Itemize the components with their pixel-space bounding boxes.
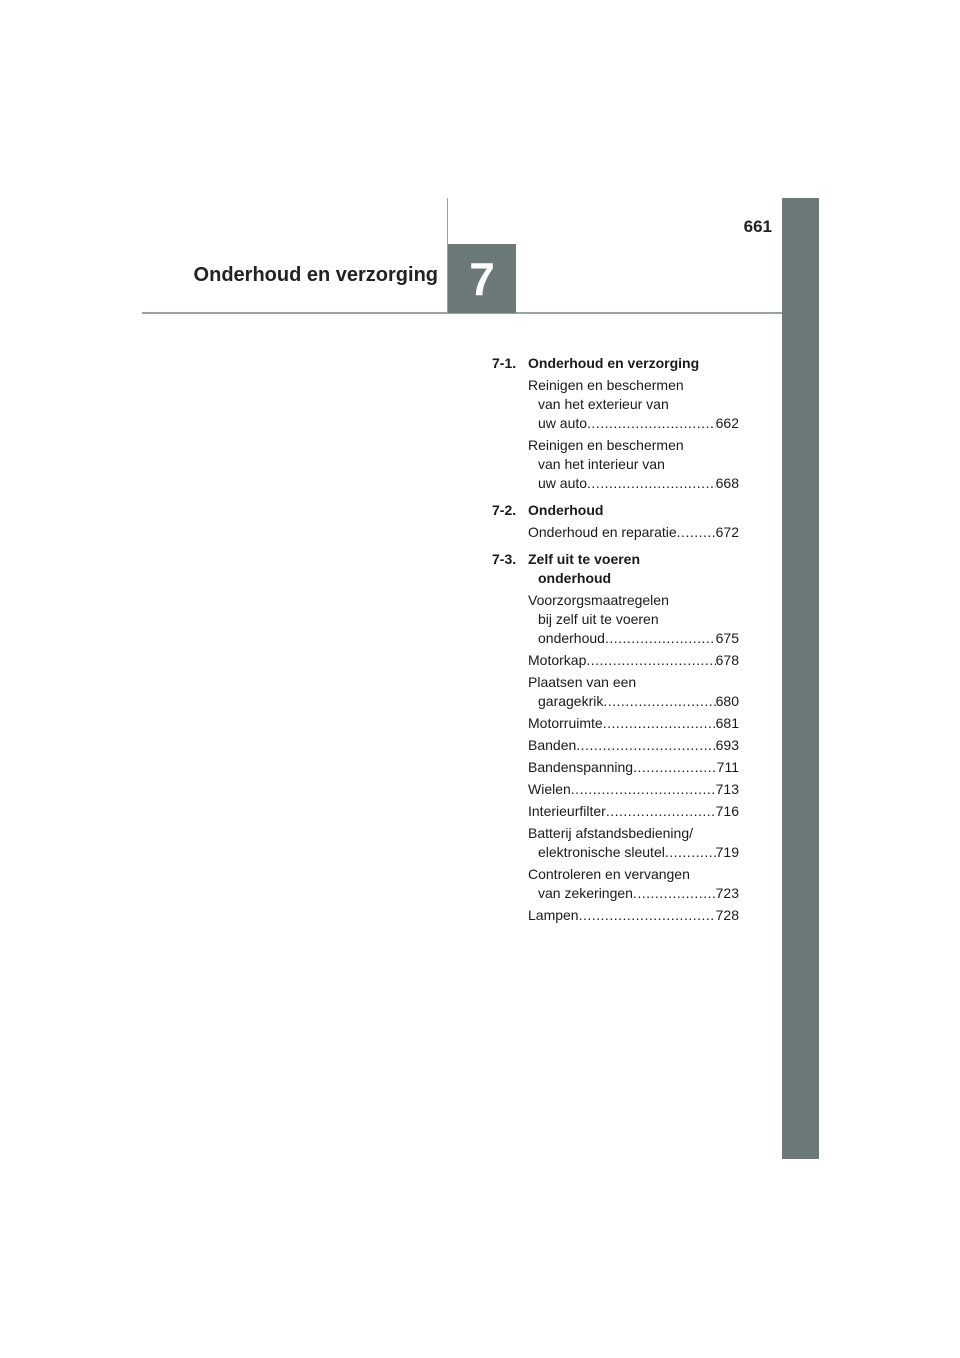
section-number: 7-2. <box>492 502 517 518</box>
page-number: 661 <box>743 217 772 236</box>
dot-leader <box>579 906 716 925</box>
toc-entry-text: Reinigen en beschermen <box>528 437 684 453</box>
dot-leader <box>571 780 716 799</box>
toc-entry-page: 693 <box>715 737 739 753</box>
toc-entry-text: Wielen <box>528 781 571 797</box>
dot-leader <box>587 414 716 433</box>
toc-entry-page: 713 <box>715 781 739 797</box>
toc-section-heading <box>492 550 739 588</box>
dot-leader <box>677 523 716 542</box>
toc-entry-page: 668 <box>715 475 739 491</box>
toc-entry-text: Onderhoud en reparatie <box>528 524 677 540</box>
toc-entry-page: 723 <box>715 885 739 901</box>
toc-entry-text: uw auto <box>538 415 588 431</box>
toc-entry-text: Interieurfilter <box>528 803 606 819</box>
section-number: 7-3. <box>492 551 517 567</box>
toc-entry[interactable] <box>528 376 739 433</box>
toc-entry-text: Motorruimte <box>528 715 603 731</box>
toc-entry[interactable] <box>528 591 739 648</box>
toc-entry-text: Controleren en vervangen <box>528 866 690 882</box>
toc-entry-text: bij zelf uit te voeren <box>538 611 659 627</box>
dot-leader <box>587 474 716 493</box>
toc-entry[interactable] <box>528 758 739 777</box>
section-title-line: Onderhoud <box>528 502 604 518</box>
toc-entry-page: 662 <box>715 415 739 431</box>
toc-entry-page: 681 <box>715 715 739 731</box>
toc-entry-page: 711 <box>716 759 739 775</box>
toc-section-heading <box>492 501 739 520</box>
chapter-number-box <box>448 244 516 313</box>
dot-leader <box>605 629 716 648</box>
dot-leader <box>606 802 716 821</box>
toc-entry-page: 672 <box>715 524 739 540</box>
section-title-line: onderhoud <box>538 570 612 586</box>
toc-entry-text: van het interieur van <box>538 456 665 472</box>
toc-entry[interactable] <box>528 780 739 799</box>
section-title-line: Onderhoud en verzorging <box>528 355 700 371</box>
toc-entry-page: 678 <box>715 652 739 668</box>
dot-leader <box>603 714 716 733</box>
toc-entry-page: 728 <box>715 907 739 923</box>
section-title <box>528 550 739 588</box>
toc-entry[interactable] <box>528 651 739 670</box>
toc-entry[interactable] <box>528 523 739 542</box>
toc-entry[interactable] <box>528 865 739 903</box>
toc-entry-text: Voorzorgsmaatregelen <box>528 592 669 608</box>
toc-entry[interactable] <box>528 436 739 493</box>
dot-leader <box>633 884 716 903</box>
toc-entry-text: garagekrik <box>538 693 604 709</box>
toc-entry[interactable] <box>528 736 739 755</box>
section-title <box>528 501 739 520</box>
toc-entry-text: Reinigen en beschermen <box>528 377 684 393</box>
toc-entry[interactable] <box>528 714 739 733</box>
toc-entry-page: 716 <box>715 803 739 819</box>
toc-entry[interactable] <box>528 824 739 862</box>
toc-entry-text: Motorkap <box>528 652 587 668</box>
toc-entry-text: van het exterieur van <box>538 396 669 412</box>
dot-leader <box>633 758 717 777</box>
toc-entry-text: Bandenspanning <box>528 759 634 775</box>
dot-leader <box>576 736 715 755</box>
chapter-title: Onderhoud en verzorging <box>193 264 438 286</box>
dot-leader <box>586 651 715 670</box>
toc-entry-text: van zekeringen <box>538 885 633 901</box>
section-number: 7-1. <box>492 355 517 371</box>
section-title <box>528 354 739 373</box>
dot-leader <box>603 692 715 711</box>
table-of-contents <box>492 354 739 928</box>
toc-entry-text: elektronische sleutel <box>538 844 665 860</box>
dot-leader <box>665 843 716 862</box>
toc-section-heading <box>492 354 739 373</box>
chapter-number: 7 <box>469 252 495 305</box>
toc-entry-page: 719 <box>715 844 739 860</box>
toc-entry[interactable] <box>528 673 739 711</box>
toc-entry-text: Batterij afstandsbediening/ <box>528 825 693 841</box>
toc-entry-page: 680 <box>715 693 739 709</box>
toc-entry-text: Lampen <box>528 907 579 923</box>
toc-entry-text: Banden <box>528 737 577 753</box>
toc-entry-text: uw auto <box>538 475 588 491</box>
toc-entry-text: Plaatsen van een <box>528 674 637 690</box>
section-title-line: Zelf uit te voeren <box>528 551 641 567</box>
toc-entry[interactable] <box>528 802 739 821</box>
chapter-side-tab <box>782 198 819 1159</box>
toc-entry-page: 675 <box>715 630 739 646</box>
toc-entry[interactable] <box>528 906 739 925</box>
toc-entry-text: onderhoud <box>538 630 605 646</box>
